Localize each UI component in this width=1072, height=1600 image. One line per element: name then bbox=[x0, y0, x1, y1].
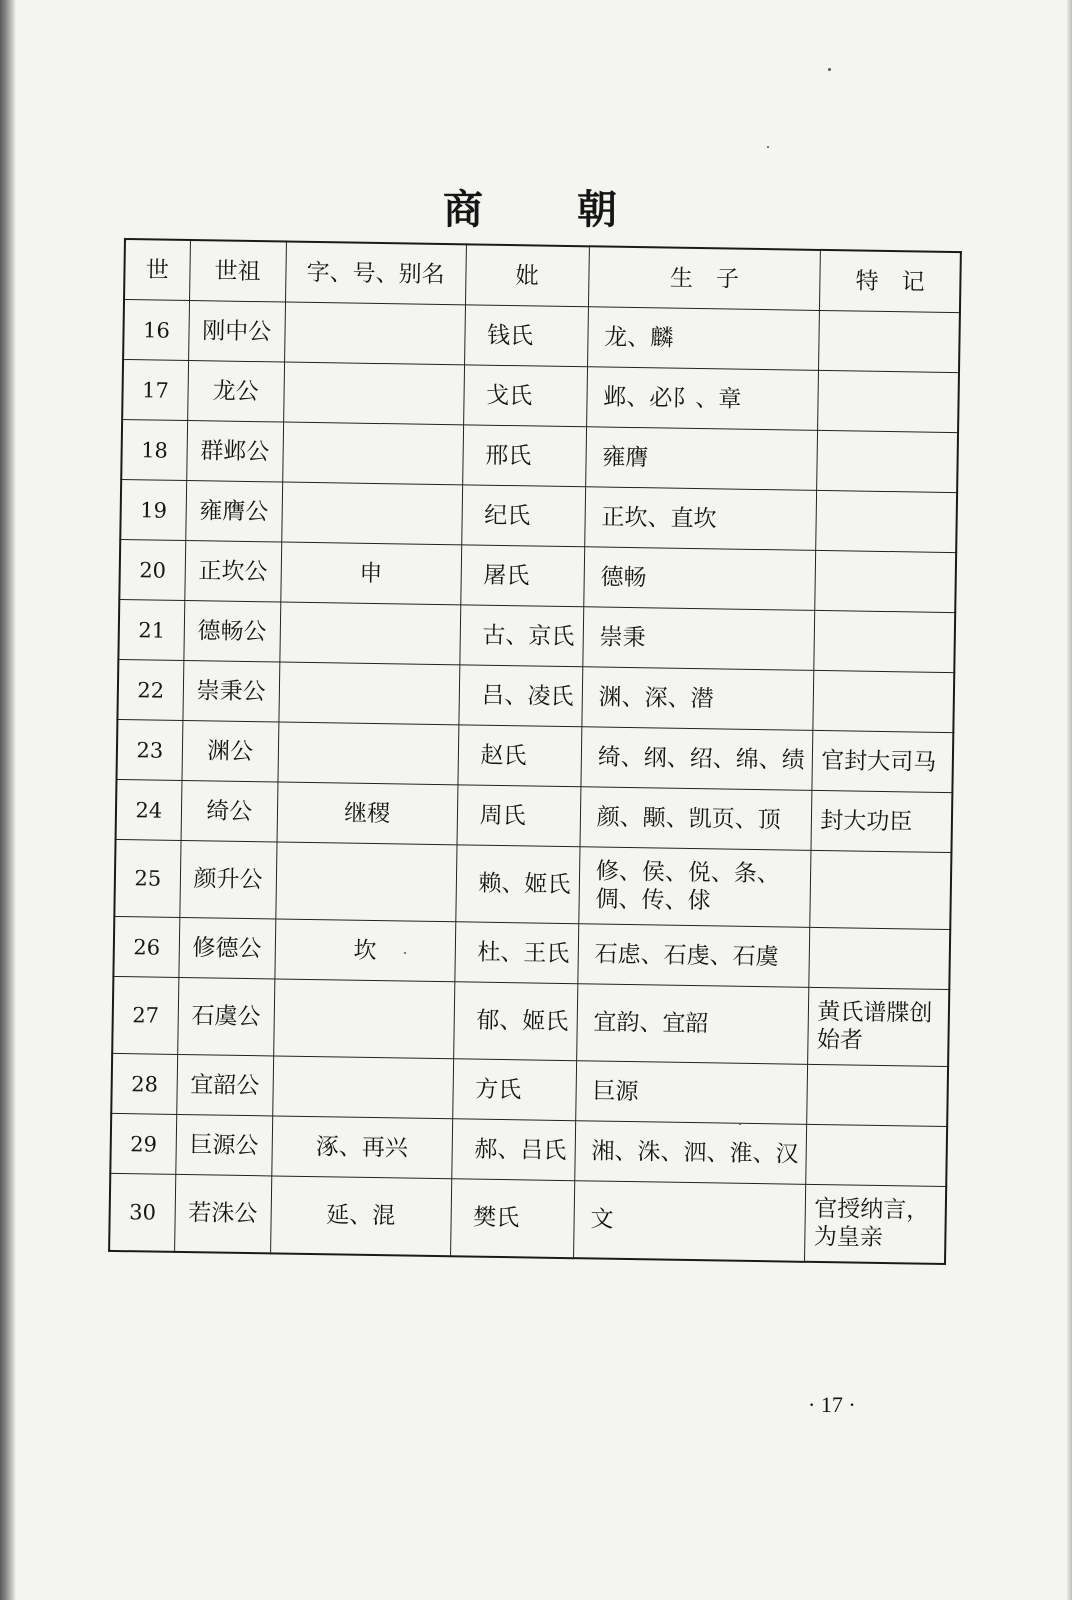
alias-cell bbox=[282, 422, 463, 485]
ancestor-cell: 德畅公 bbox=[184, 600, 281, 661]
alias-cell bbox=[283, 362, 464, 425]
ancestor-cell: 群邺公 bbox=[186, 421, 283, 482]
note-cell bbox=[814, 610, 955, 672]
wife-cell: 郝、吕氏 bbox=[451, 1119, 575, 1181]
note-cell bbox=[810, 850, 951, 929]
note-cell bbox=[816, 490, 957, 552]
note-cell bbox=[819, 310, 960, 372]
generation-cell: 25 bbox=[114, 839, 180, 917]
page-title: 商 朝 bbox=[443, 187, 657, 233]
alias-cell: 涿、再兴 bbox=[271, 1116, 452, 1179]
wife-cell: 邢氏 bbox=[462, 425, 586, 487]
alias-cell: 坎 bbox=[274, 919, 455, 982]
alias-cell bbox=[278, 722, 459, 785]
note-cell bbox=[813, 670, 954, 732]
sons-cell: 雍膺 bbox=[585, 427, 818, 491]
wife-cell: 戈氏 bbox=[463, 365, 587, 427]
note-cell bbox=[809, 927, 950, 989]
header-generation: 世 bbox=[124, 239, 190, 301]
wife-cell: 吕、凌氏 bbox=[459, 665, 583, 727]
genealogy-table-container bbox=[108, 238, 962, 1265]
ancestor-cell: 绮公 bbox=[181, 780, 278, 841]
wife-cell: 屠氏 bbox=[460, 545, 584, 607]
scan-left-edge bbox=[0, 0, 16, 1600]
generation-cell: 28 bbox=[111, 1053, 177, 1114]
generation-cell: 17 bbox=[122, 360, 188, 421]
generation-cell: 27 bbox=[112, 976, 178, 1054]
sons-cell: 德畅 bbox=[584, 547, 817, 611]
wife-cell: 赵氏 bbox=[458, 725, 582, 787]
scan-speck bbox=[767, 146, 769, 148]
note-cell bbox=[818, 370, 959, 432]
sons-cell: 文 bbox=[573, 1181, 806, 1262]
ancestor-cell: 巨源公 bbox=[176, 1114, 273, 1175]
alias-cell: 继稷 bbox=[277, 782, 458, 845]
note-cell bbox=[815, 550, 956, 612]
note-cell: 官封大司马 bbox=[812, 730, 953, 792]
header-sons: 生 子 bbox=[588, 246, 821, 310]
alias-cell bbox=[281, 482, 462, 545]
sons-cell: 宜韵、宜韶 bbox=[576, 984, 809, 1065]
ancestor-cell: 刚中公 bbox=[188, 301, 285, 362]
alias-cell bbox=[272, 1056, 453, 1119]
wife-cell: 杜、王氏 bbox=[454, 922, 578, 984]
sons-cell: 渊、深、潜 bbox=[582, 667, 815, 731]
note-cell: 官授纳言，为皇亲 bbox=[805, 1184, 946, 1264]
ancestor-cell: 龙公 bbox=[187, 361, 284, 422]
scan-right-edge bbox=[1066, 0, 1072, 1600]
note-cell: 封大功臣 bbox=[811, 790, 952, 852]
wife-cell: 方氏 bbox=[452, 1059, 576, 1121]
wife-cell: 郁、姬氏 bbox=[453, 982, 577, 1061]
note-cell bbox=[817, 430, 958, 492]
ancestor-cell: 雍膺公 bbox=[186, 481, 283, 542]
wife-cell: 钱氏 bbox=[464, 305, 588, 367]
note-cell bbox=[807, 1064, 948, 1126]
sons-cell: 绮、纲、绍、绵、绩 bbox=[581, 727, 814, 791]
ancestor-cell: 颜升公 bbox=[180, 840, 277, 918]
generation-cell: 19 bbox=[120, 479, 186, 540]
ancestor-cell: 修德公 bbox=[179, 917, 276, 978]
generation-cell: 22 bbox=[117, 659, 183, 720]
sons-cell: 邺、必阝、章 bbox=[586, 367, 819, 431]
sons-cell: 巨源 bbox=[575, 1061, 808, 1125]
header-alias: 字、号、别名 bbox=[285, 242, 466, 305]
generation-cell: 24 bbox=[116, 779, 182, 840]
wife-cell: 纪氏 bbox=[461, 485, 585, 547]
ancestor-cell: 宜韶公 bbox=[177, 1054, 274, 1115]
genealogy-table bbox=[108, 238, 962, 1265]
header-ancestor: 世祖 bbox=[189, 240, 286, 302]
alias-cell bbox=[278, 662, 459, 725]
header-notes: 特 记 bbox=[820, 250, 961, 313]
ancestor-cell: 若洙公 bbox=[174, 1174, 271, 1253]
ancestor-cell: 渊公 bbox=[182, 720, 279, 781]
alias-cell: 延、混 bbox=[270, 1176, 451, 1256]
alias-cell: 申 bbox=[280, 542, 461, 605]
page-number: · 17 · bbox=[808, 1392, 856, 1417]
scan-speck bbox=[404, 952, 406, 954]
table-row bbox=[114, 839, 951, 929]
generation-cell: 23 bbox=[116, 719, 182, 780]
scan-speck bbox=[739, 1123, 741, 1125]
sons-cell: 崇秉 bbox=[583, 607, 816, 671]
generation-cell: 20 bbox=[119, 539, 185, 600]
alias-cell bbox=[275, 842, 456, 922]
sons-cell: 修、侯、侻、条、倜、传、俅 bbox=[579, 847, 812, 928]
generation-cell: 16 bbox=[123, 300, 189, 361]
generation-cell: 21 bbox=[118, 599, 184, 660]
wife-cell: 樊氏 bbox=[450, 1179, 574, 1258]
note-cell: 黄氏谱牒创始者 bbox=[808, 987, 949, 1066]
sons-cell: 湘、洙、泗、淮、汉 bbox=[575, 1121, 808, 1185]
alias-cell bbox=[273, 979, 454, 1059]
ancestor-cell: 石虞公 bbox=[177, 977, 274, 1055]
sons-cell: 正坎、直坎 bbox=[585, 487, 818, 551]
header-wife: 妣 bbox=[465, 244, 589, 306]
table-row bbox=[112, 976, 949, 1066]
generation-cell: 18 bbox=[121, 419, 187, 480]
ancestor-cell: 崇秉公 bbox=[183, 660, 280, 721]
sons-cell: 石虑、石虔、石虞 bbox=[578, 924, 811, 988]
generation-cell: 26 bbox=[113, 916, 179, 977]
alias-cell bbox=[284, 302, 465, 365]
sons-cell: 颜、颙、凯页、顶 bbox=[580, 787, 813, 851]
sons-cell: 龙、麟 bbox=[587, 307, 820, 371]
ancestor-cell: 正坎公 bbox=[185, 541, 282, 602]
note-cell bbox=[806, 1124, 947, 1186]
wife-cell: 周氏 bbox=[457, 785, 581, 847]
wife-cell: 赖、姬氏 bbox=[455, 845, 579, 924]
table-row bbox=[109, 1173, 946, 1264]
generation-cell: 29 bbox=[110, 1113, 176, 1174]
alias-cell bbox=[279, 602, 460, 665]
scan-speck bbox=[828, 68, 831, 71]
wife-cell: 古、京氏 bbox=[459, 605, 583, 667]
generation-cell: 30 bbox=[109, 1173, 175, 1252]
